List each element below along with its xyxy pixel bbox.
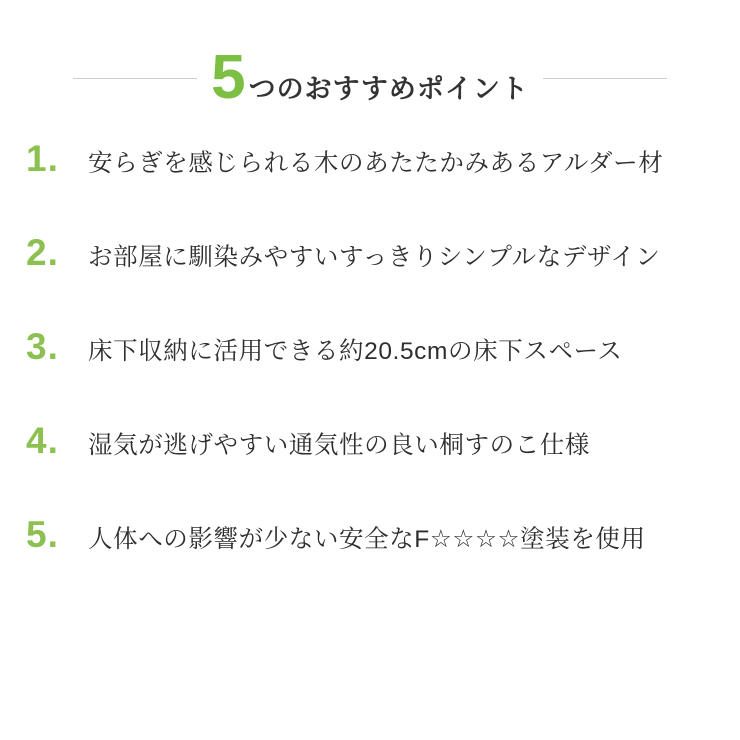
heading-text xyxy=(211,43,529,112)
list-item-label: 床下収納に活用できる約20.5cmの床下スペース xyxy=(88,338,623,365)
list-item xyxy=(26,234,730,328)
list-item-label: 湿気が逃げやすい通気性の良い桐すのこ仕様 xyxy=(88,432,590,459)
heading-rule-left xyxy=(73,78,197,79)
list-item-number: 4. xyxy=(26,420,59,461)
list-item xyxy=(26,140,730,234)
page-heading xyxy=(0,42,740,114)
list-item-number: 1. xyxy=(26,138,59,179)
list-item-number: 3. xyxy=(26,326,59,367)
list-item-label: お部屋に馴染みやすいすっきりシンプルなデザイン xyxy=(88,244,661,271)
points-list xyxy=(0,140,740,610)
heading-rule-right xyxy=(543,78,667,79)
list-item xyxy=(26,328,730,422)
list-item xyxy=(26,422,730,516)
list-item-label: 人体への影響が少ない安全なF☆☆☆☆塗装を使用 xyxy=(88,526,646,553)
list-item-number: 5. xyxy=(26,514,59,555)
list-item-label: 安らぎを感じられる木のあたたかみあるアルダー材 xyxy=(88,150,664,177)
heading-subtitle: つのおすすめポイント xyxy=(248,74,529,104)
heading-number: 5 xyxy=(211,43,245,112)
list-item-number: 2. xyxy=(26,232,59,273)
list-item xyxy=(26,516,730,610)
